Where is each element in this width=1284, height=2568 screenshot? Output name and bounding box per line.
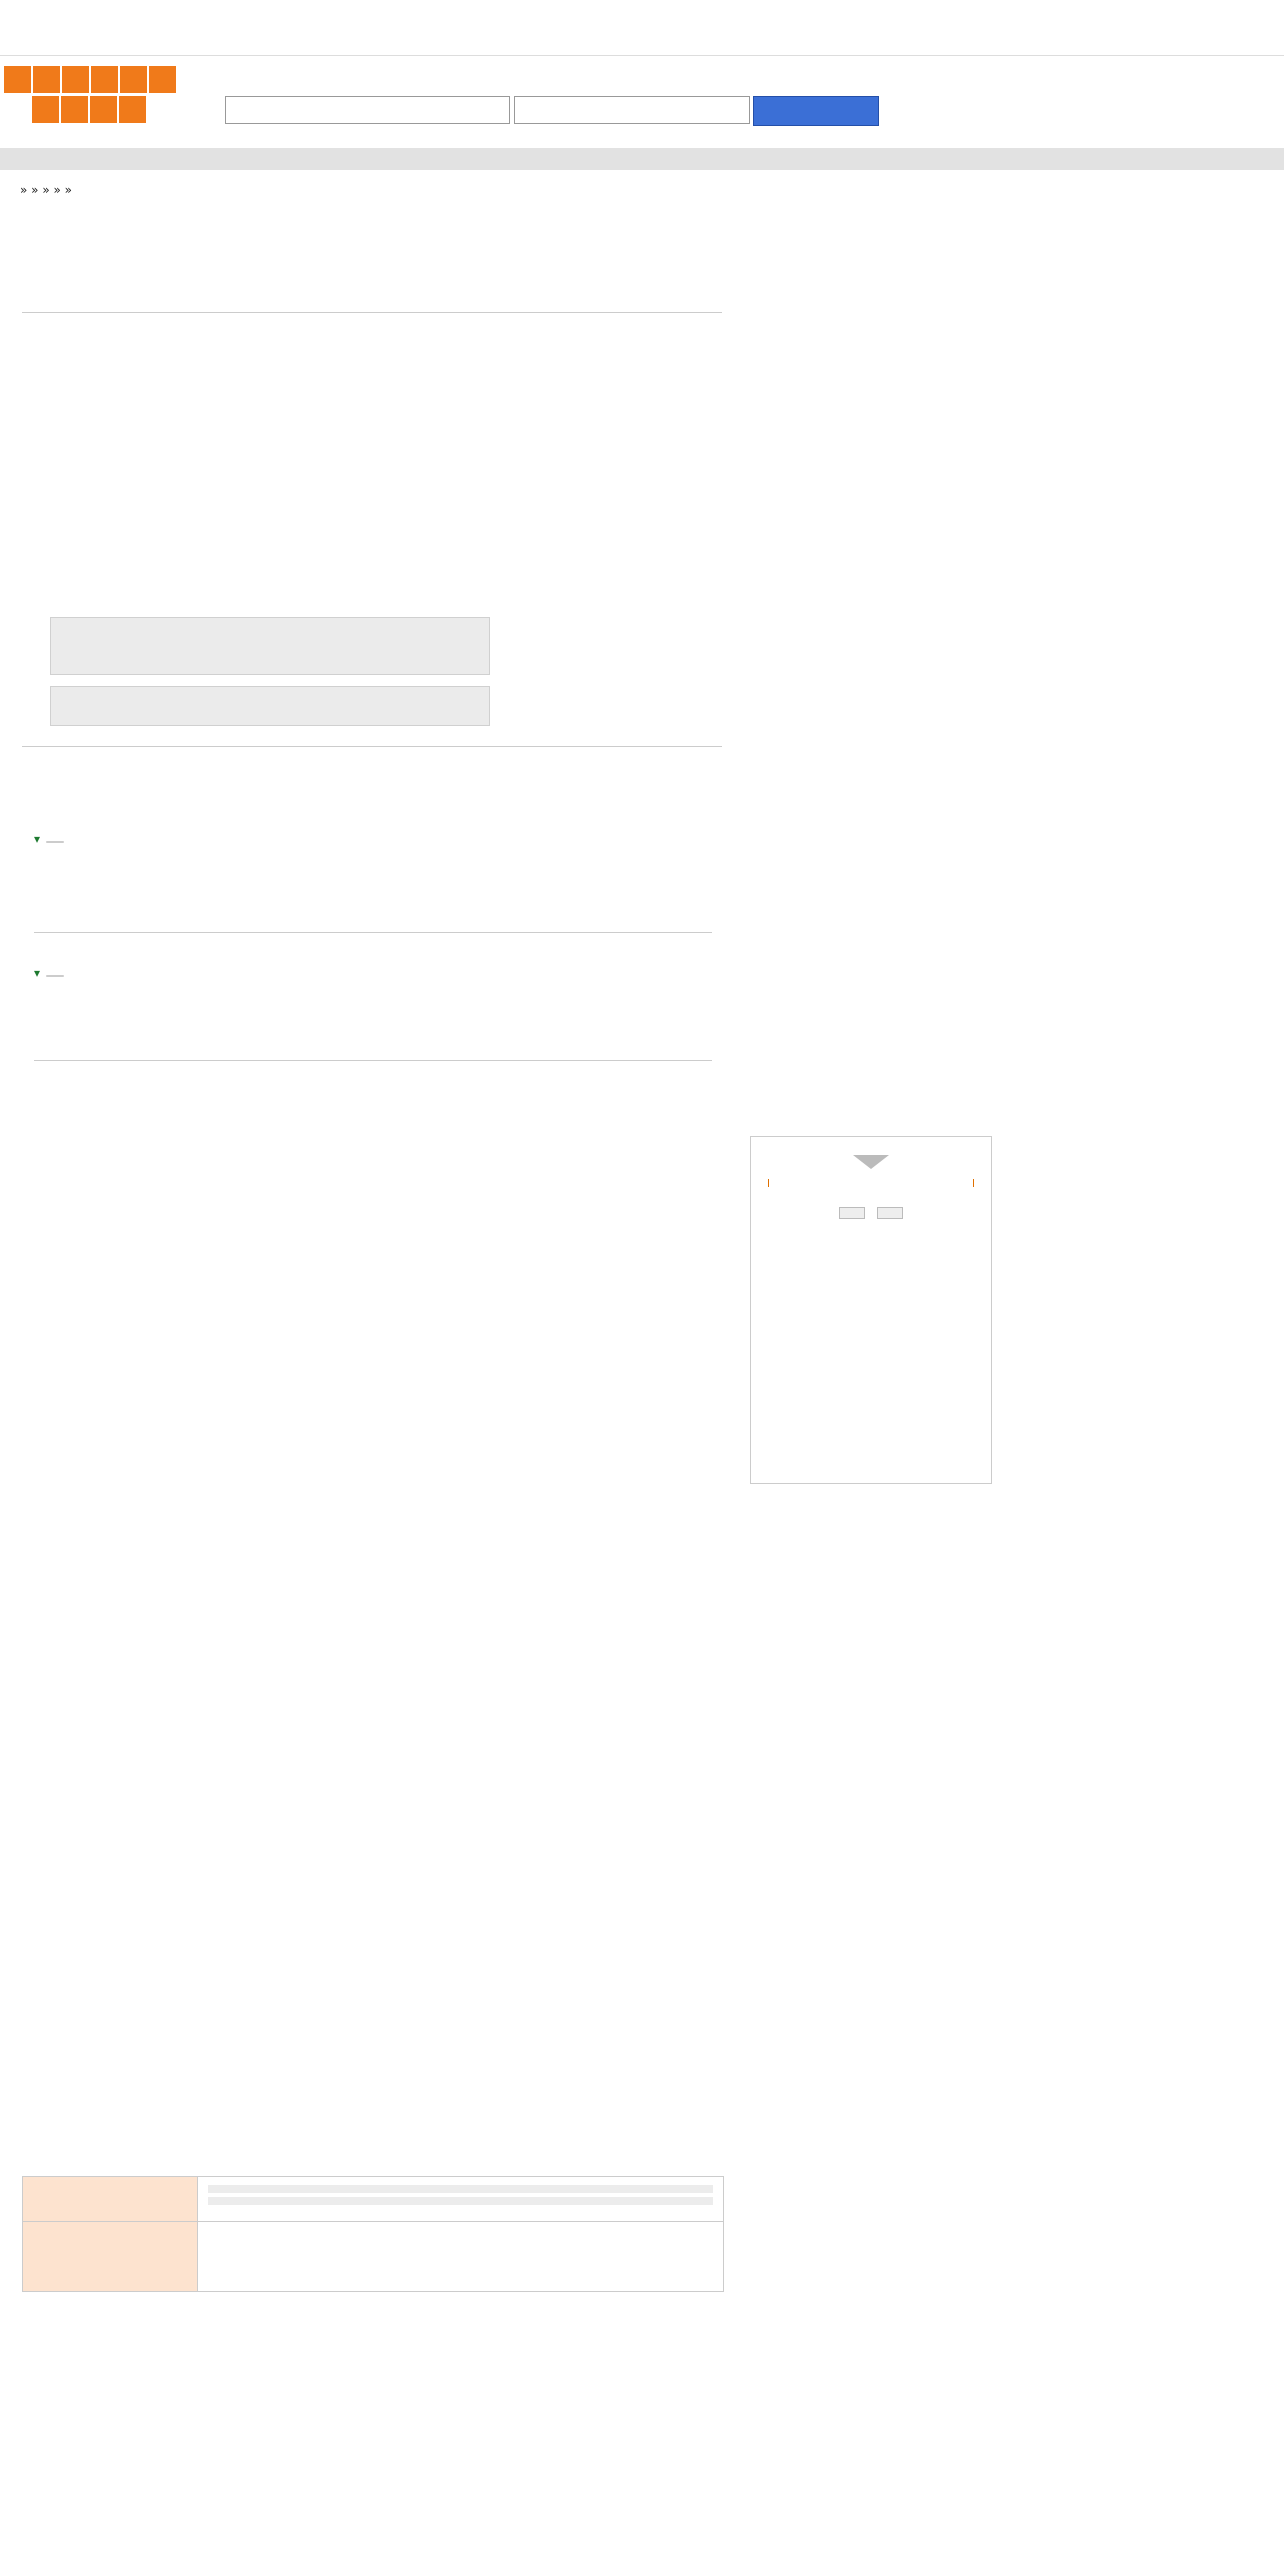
logo-char xyxy=(119,96,146,123)
salary-value xyxy=(198,2177,724,2222)
ad-block xyxy=(34,756,634,848)
ad-url-dropdown-icon[interactable]: ▾ xyxy=(34,832,41,847)
ad-url-dropdown-icon[interactable]: ▾ xyxy=(34,966,41,981)
expiry-note xyxy=(50,686,490,726)
ad-block xyxy=(34,944,634,982)
visit-website-button[interactable] xyxy=(46,975,64,977)
divider xyxy=(22,746,722,747)
freeword-input[interactable] xyxy=(225,96,510,124)
logo-char xyxy=(91,66,118,93)
salary-form-heading xyxy=(208,2197,713,2205)
logo-char xyxy=(149,66,176,93)
salary-form xyxy=(208,2209,713,2217)
breadcrumb: » » » » » xyxy=(20,183,72,197)
logo-char xyxy=(33,66,60,93)
salary-key xyxy=(23,2177,198,2222)
logo-char xyxy=(90,96,117,123)
free-button[interactable] xyxy=(839,1207,865,1219)
hellowork-logo[interactable] xyxy=(4,66,180,126)
logo-char xyxy=(32,96,59,123)
advertise-box xyxy=(750,1136,992,1484)
search-button[interactable] xyxy=(753,96,879,126)
salary-key xyxy=(23,2222,198,2292)
logo-char xyxy=(4,66,31,93)
logo-char xyxy=(62,66,89,93)
area-input[interactable] xyxy=(514,96,750,124)
salary-table xyxy=(22,2176,724,2292)
job-number-note xyxy=(50,617,490,675)
salary-breakdown-heading xyxy=(208,2185,713,2193)
raise-value xyxy=(198,2222,724,2292)
divider xyxy=(34,932,712,933)
same-day-button[interactable] xyxy=(877,1207,903,1219)
advertise-links xyxy=(768,1179,974,1187)
divider xyxy=(34,1060,712,1061)
advertise-buttons xyxy=(751,1207,991,1219)
table-row xyxy=(23,2177,724,2222)
divider xyxy=(22,312,722,313)
arrow-down-icon xyxy=(853,1155,889,1169)
top-bar xyxy=(0,0,1284,56)
header xyxy=(0,56,1284,148)
header-divider xyxy=(0,148,1284,170)
table-row xyxy=(23,2222,724,2292)
visit-website-button[interactable] xyxy=(46,841,64,843)
logo-char xyxy=(61,96,88,123)
logo-char xyxy=(120,66,147,93)
